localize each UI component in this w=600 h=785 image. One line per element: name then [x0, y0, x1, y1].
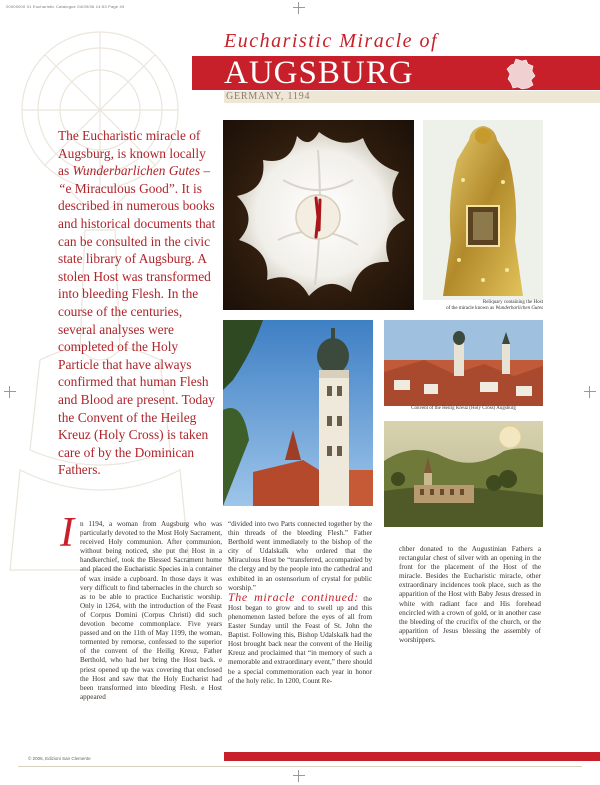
- intro-paragraph: [58, 127, 218, 479]
- registration-mark: [293, 770, 305, 782]
- registration-mark: [584, 386, 596, 398]
- reliquary-caption: [423, 300, 543, 313]
- page-title: AUGSBURG: [224, 55, 414, 91]
- body-text: “divided into two Parts connected together by the thin threads of the bleeding Flesh.” Father Berthold went immediately to the bishop of the city of Udalskalk who ordered that the Miraculous Host be “transferred, accompanied by the clergy and by the people into the cathedral and exhibited in an ostensorium of crystal for public worship.”: [228, 520, 373, 592]
- host-photo: [223, 120, 414, 310]
- intro-text-continued: e Miraculous Good”. It is described in numerous books and historical documents that can be consulted in the civic state library of Augsburg. A stolen Host was transformed into bleeding Flesh. In the course of the centuries, several analyses were completed of the Holy Particle that have always confirmed that human Flesh and Blood are present. Today the Convent of the Heileg Kreuz (Holy Cross) is taken care of by the Dominican Fathers.: [58, 180, 216, 478]
- caption-text: of the miracle known as: [446, 306, 496, 312]
- print-info: 20000000 01 Eucharistic Catalogue 04/09/06 14:53 Page 49: [6, 4, 125, 9]
- town-photo: [384, 320, 543, 406]
- body-column-1: n 1194, a woman from Augsburg who was particularly devoted to the Most Holy Sacrament, received Holy communion. After communion, without being noticed, she put the Host in a handkerchief, took the Blessed Sacrament home and placed the Eucharistic Species in a container of wax inside a cupboard. In those days it was very difficult to find tabernacles in the church so as to be able to practice Eucharistic worship. Only in 1264, with the introduction of the Feast of Corpus Domini (Corpus Christi) did such devotion become commonplace. Five years passed and on the 11th of May 1199, the woman, tormented by remorse, confessed to the superior of the convent of the Heilig Kreuz, Father Berthold, who had her bring the Host back. e priest opened up the wax covering that enclosed the Host and saw that the Holy Eucharist had been transformed into bleeding Flesh. e Host appeared: [80, 520, 222, 701]
- town-caption: Convent of the Heilig Kreuz (Holy Cross) Augsburg: [411, 406, 516, 411]
- reliquary-photo: [423, 120, 543, 300]
- body-column-2: [228, 520, 372, 686]
- germany-map-icon: [506, 58, 536, 90]
- body-column-3: chber donated to the Augustinian Fathers a rectangular chest of silver with an opening in the front for the placement of the Host of the miracle. Besides the Eucharistic miracle, other extraordinary incidences took place, such as the apparition of the Host with Baby Jesus dressed in white with radiant face and His forehead encircled with a crown of gold, or in another case the bleeding of the crucifix of the church, or the apparition of Jesus blessing the assembly of worshippers.: [399, 545, 541, 644]
- registration-mark: [4, 386, 16, 398]
- caption-line: Reliquary containing the Host: [482, 300, 543, 305]
- miracle-heading: The miracle continued:: [228, 589, 359, 604]
- caption-italic-text: Wunderbarlichen Gutes: [495, 306, 543, 312]
- intro-text: The Eucharistic miracle of Augsburg, is known locally as: [58, 128, 206, 179]
- copyright: © 2006, Edizioni San Clemente: [28, 756, 91, 761]
- footer-divider: [18, 766, 582, 767]
- registration-mark: [293, 2, 305, 14]
- subtitle: GERMANY, 1194: [226, 91, 311, 102]
- drop-cap: I: [60, 510, 74, 556]
- body-text: the Host began to grow and to swell up and this phenomenon lasted before the eyes of all from Easter Sunday until the Feast of St. John the Baptist. Following this, Bishop Udalskalk had the Host brought back near the convent of the Heilig Kreuz and proclaimed that “in memory of such a memorable and extraordinary event,” there should be a special commemoration each year in honor of the holy relic. In 1200, Count Re-: [228, 594, 372, 685]
- caption-line: [423, 306, 543, 312]
- footer-band: [224, 752, 600, 761]
- painting-photo: [384, 421, 543, 527]
- church-photo: [223, 320, 373, 506]
- intro-italic-text: Wunderbarlichen Gutes – “: [58, 163, 211, 196]
- title-prefix: Eucharistic Miracle of: [224, 30, 439, 52]
